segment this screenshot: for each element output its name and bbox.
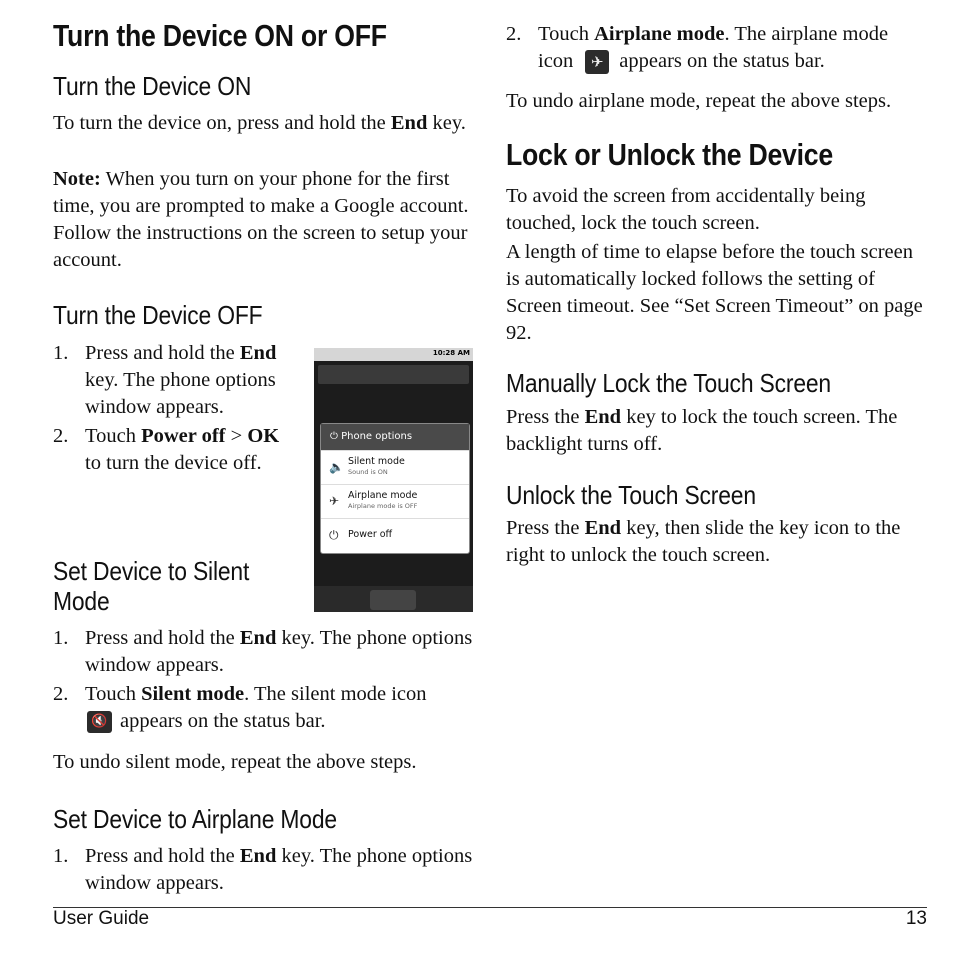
silent-steps <box>53 625 473 735</box>
list-item: 1. Press and hold the End key. The phone options window appears. <box>53 342 277 418</box>
heading-silent-mode: Set Device to Silent Mode <box>53 556 250 616</box>
list-item: 1. Press and hold the End key. The phone options window appears. <box>53 845 473 894</box>
phone-options-screenshot <box>314 348 473 612</box>
list-item: 2. Touch Silent mode. The silent mode icon 🔇 appears on the status bar. <box>53 683 427 732</box>
turn-on-paragraph: To turn the device on, press and hold the End key. <box>53 112 466 134</box>
phone-status-bar: 10:28 AM <box>314 348 473 361</box>
airplane-icon: ✈ <box>585 50 609 74</box>
speaker-icon: 🔈 <box>329 460 344 474</box>
option-airplane-mode: ✈ Airplane mode Airplane mode is OFF <box>321 484 469 518</box>
power-icon: ⏻ <box>329 528 339 542</box>
unlock-paragraph: Press the End key, then slide the key icon to the right to unlock the touch screen. <box>506 517 901 566</box>
phone-options-dialog <box>320 423 470 554</box>
phone-dock <box>314 586 473 612</box>
phone-search-bar <box>318 365 469 384</box>
page-number: 13 <box>905 908 927 929</box>
turn-off-steps <box>53 340 293 477</box>
option-silent-mode: 🔈 Silent mode Sound is ON <box>321 450 469 484</box>
airplane-icon: ✈ <box>329 494 340 508</box>
heading-manual-lock: Manually Lock the Touch Screen <box>506 368 831 398</box>
section-title-lock: Lock or Unlock the Device <box>506 137 833 172</box>
list-item: 2. Touch Power off > OK to turn the device off. <box>53 425 280 474</box>
lock-paragraph-2: A length of time to elapse before the touch screen is automatically locked follows the setting of Screen timeout. See “Set Screen Timeout” on page 92. <box>506 241 923 344</box>
dialog-title: ⏻ Phone options <box>321 424 469 450</box>
manual-lock-paragraph: Press the End key to lock the touch screen. The backlight turns off. <box>506 406 898 455</box>
page-title: Turn the Device ON or OFF <box>53 18 387 53</box>
list-item: 1. Press and hold the End key. The phone options window appears. <box>53 627 473 676</box>
list-item: 2. Touch Airplane mode. The airplane mode icon ✈ appears on the status bar. <box>506 21 931 75</box>
heading-unlock: Unlock the Touch Screen <box>506 480 756 510</box>
heading-airplane-mode: Set Device to Airplane Mode <box>53 804 337 834</box>
footer-divider <box>53 907 927 908</box>
speaker-muted-icon: 🔇 <box>87 711 112 733</box>
note-paragraph: Note: When you turn on your phone for the first time, you are prompted to make a Google account. Follow the instructions on the screen to setup your account. <box>53 168 469 271</box>
airplane-undo-paragraph: To undo airplane mode, repeat the above steps. <box>506 90 892 112</box>
silent-undo-paragraph: To undo silent mode, repeat the above steps. <box>53 751 417 773</box>
heading-turn-off: Turn the Device OFF <box>53 300 263 330</box>
airplane-steps-left <box>53 843 473 897</box>
heading-turn-on: Turn the Device ON <box>53 71 252 101</box>
option-power-off: ⏻ Power off <box>321 518 469 552</box>
airplane-steps-right <box>506 21 931 75</box>
footer-title: User Guide <box>53 908 150 929</box>
lock-paragraph-1: To avoid the screen from accidentally being touched, lock the touch screen. <box>506 185 866 234</box>
